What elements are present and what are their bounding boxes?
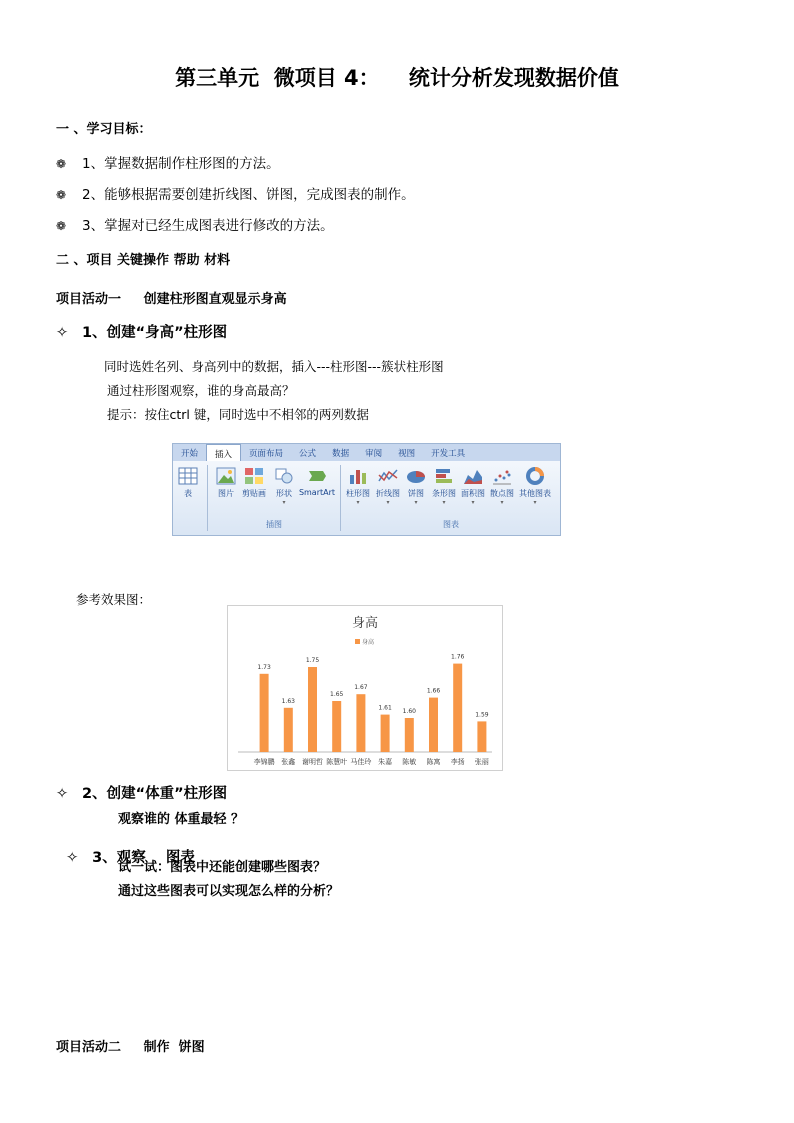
ribbon-tab[interactable]: 数据 xyxy=(332,449,350,459)
task-label: 2、创建“体重”柱形图 xyxy=(82,786,228,802)
height-bar-chart xyxy=(228,606,502,770)
chart-bar xyxy=(308,667,317,752)
section-heading-materials: 二 、项目 关键操作 帮助 材料 xyxy=(56,253,231,268)
chevron-down-icon: ▾ xyxy=(471,499,475,506)
bar-value-label: 1.61 xyxy=(378,704,392,712)
bar-value-label: 1.60 xyxy=(402,708,416,715)
bar-value-label: 1.59 xyxy=(475,711,489,719)
bar-value-label: 1.67 xyxy=(354,684,368,692)
group-divider xyxy=(207,465,208,531)
activity-heading-1: 项目活动一 创建柱形图直观显示身高 xyxy=(56,292,287,307)
bar-value-label: 1.66 xyxy=(426,687,441,695)
bar-value-label: 1.73 xyxy=(257,663,271,671)
chevron-down-icon: ▾ xyxy=(386,499,390,506)
button-label: 表 xyxy=(184,489,192,498)
ribbon-tab-active[interactable]: 插入 xyxy=(206,444,241,462)
reference-label: 参考效果图： xyxy=(76,592,152,607)
chevron-down-icon: ▾ xyxy=(533,499,537,506)
bar-chart-icon xyxy=(434,467,454,485)
section-heading-goals: 一 、学习目标： xyxy=(56,122,152,137)
task-label: 1、创建“身高”柱形图 xyxy=(82,325,228,341)
chart-bar xyxy=(453,664,462,752)
button-label: 图片 xyxy=(218,489,234,498)
button-label: 形状 xyxy=(276,489,292,498)
goal-item xyxy=(56,214,334,234)
task-heading-1 xyxy=(56,321,227,342)
button-label: 饼图 xyxy=(408,489,424,498)
instruction-line: 通过柱形图观察，谁的身高最高？ xyxy=(107,383,295,398)
chevron-down-icon: ▾ xyxy=(500,499,504,506)
task-heading-2 xyxy=(56,782,227,803)
ribbon-tab[interactable]: 审阅 xyxy=(365,449,383,459)
instruction-line: 提示：按住ctrl 键，同时选中不相邻的两列数据 xyxy=(107,407,369,422)
clipart-button[interactable] xyxy=(239,467,269,499)
column-chart-icon xyxy=(348,467,368,485)
button-label: 条形图 xyxy=(432,489,456,498)
shapes-button[interactable] xyxy=(269,467,299,506)
instruction-line: 观察谁的 体重最轻 ？ xyxy=(118,812,245,827)
ribbon-body xyxy=(173,461,560,536)
chart-bar xyxy=(284,708,293,752)
category-tick-label: 张丽 xyxy=(474,758,489,766)
clipart-icon xyxy=(244,467,264,485)
goal-item xyxy=(56,183,415,203)
picture-icon xyxy=(216,467,236,485)
instruction-line: 同时选姓名列、身高列中的数据，插入---柱形图---簇状柱形图 xyxy=(104,359,444,374)
line-chart-icon xyxy=(378,467,398,485)
diamond-bullet-icon: ✧ xyxy=(56,325,69,341)
line-chart-button[interactable] xyxy=(373,467,403,506)
category-tick-label: 谢明哲 xyxy=(302,758,323,766)
area-chart-icon xyxy=(463,467,483,485)
button-label: 散点图 xyxy=(490,489,514,498)
flower-bullet-icon: ❁ xyxy=(56,188,67,202)
ribbon-tab-bar xyxy=(173,444,560,461)
task-label: 3、观察 图表 xyxy=(92,850,195,866)
column-chart-button[interactable] xyxy=(343,467,373,506)
category-tick-label: 陈寓 xyxy=(426,758,441,766)
area-chart-button[interactable] xyxy=(458,467,488,506)
category-tick-label: 马佳玲 xyxy=(350,758,372,766)
ribbon-tab[interactable]: 开发工具 xyxy=(431,449,466,459)
goal-item xyxy=(56,152,280,172)
scatter-chart-button[interactable] xyxy=(487,467,517,506)
ribbon-tab[interactable]: 公式 xyxy=(299,449,317,459)
category-tick-label: 李锦鹏 xyxy=(253,758,275,766)
flower-bullet-icon: ❁ xyxy=(56,157,67,171)
other-charts-button[interactable] xyxy=(517,467,553,506)
button-label: SmartArt xyxy=(298,488,336,497)
ribbon-tab[interactable]: 视图 xyxy=(398,449,416,459)
category-tick-label: 李扬 xyxy=(450,758,465,766)
smartart-icon xyxy=(307,467,327,485)
chart-bar xyxy=(477,721,486,752)
shapes-icon xyxy=(274,467,294,485)
goal-text: 2、能够根据需要创建折线图、饼图，完成图表的制作。 xyxy=(82,187,415,203)
chart-bar xyxy=(356,694,365,752)
table-button[interactable] xyxy=(173,467,203,499)
legend-label: 身高 xyxy=(362,639,375,646)
bar-chart-button[interactable] xyxy=(429,467,459,506)
button-label: 剪贴画 xyxy=(242,489,266,498)
legend-swatch xyxy=(355,639,360,644)
chart-title: 身高 xyxy=(351,616,379,631)
instruction-line: 通过这些图表可以实现怎么样的分析？ xyxy=(118,884,340,899)
goal-text: 1、掌握数据制作柱形图的方法。 xyxy=(82,156,280,172)
chevron-down-icon: ▾ xyxy=(356,499,360,506)
table-icon xyxy=(178,467,198,485)
instruction-line: 试一试：图表中还能创建哪些图表？ xyxy=(118,860,327,875)
button-label: 折线图 xyxy=(376,489,400,498)
smartart-button[interactable] xyxy=(297,467,337,497)
category-tick-label: 陈敏 xyxy=(402,758,417,766)
picture-button[interactable] xyxy=(211,467,241,499)
ribbon-tab[interactable]: 页面布局 xyxy=(249,449,284,459)
bar-value-label: 1.76 xyxy=(451,653,465,661)
flower-bullet-icon: ❁ xyxy=(56,219,67,233)
chart-bar xyxy=(429,698,438,752)
chart-bar xyxy=(405,718,414,752)
donut-chart-icon xyxy=(525,467,545,485)
ribbon-group-label: 插图 xyxy=(266,520,282,529)
ribbon-tab[interactable]: 开始 xyxy=(181,449,199,459)
activity-heading-2: 项目活动二 制作 饼图 xyxy=(56,1040,205,1055)
chevron-down-icon: ▾ xyxy=(282,499,286,506)
chart-bar xyxy=(260,674,269,752)
excel-ribbon-image xyxy=(172,443,561,536)
bar-value-label: 1.65 xyxy=(330,691,344,698)
category-tick-label: 朱嘉 xyxy=(378,758,393,766)
chart-bar xyxy=(332,701,341,752)
height-chart xyxy=(227,605,503,771)
button-label: 柱形图 xyxy=(346,489,370,498)
pie-chart-icon xyxy=(406,467,426,485)
chevron-down-icon: ▾ xyxy=(414,499,418,506)
pie-chart-button[interactable] xyxy=(401,467,431,506)
bar-value-label: 1.75 xyxy=(305,657,320,664)
diamond-bullet-icon: ✧ xyxy=(66,850,79,866)
chevron-down-icon: ▾ xyxy=(442,499,446,506)
category-tick-label: 张鑫 xyxy=(281,758,296,766)
bar-value-label: 1.63 xyxy=(281,697,295,705)
diamond-bullet-icon: ✧ xyxy=(56,786,69,802)
page-title: 第三单元 微项目 4： 统计分析发现数据价值 xyxy=(175,66,619,90)
button-label: 面积图 xyxy=(461,489,485,498)
scatter-chart-icon xyxy=(492,467,512,485)
chart-bar xyxy=(381,715,390,752)
goal-text: 3、掌握对已经生成图表进行修改的方法。 xyxy=(82,218,334,234)
ribbon-group-label: 图表 xyxy=(443,520,459,529)
button-label: 其他图表 xyxy=(519,489,551,498)
category-tick-label: 陈慧叶 xyxy=(326,758,348,766)
